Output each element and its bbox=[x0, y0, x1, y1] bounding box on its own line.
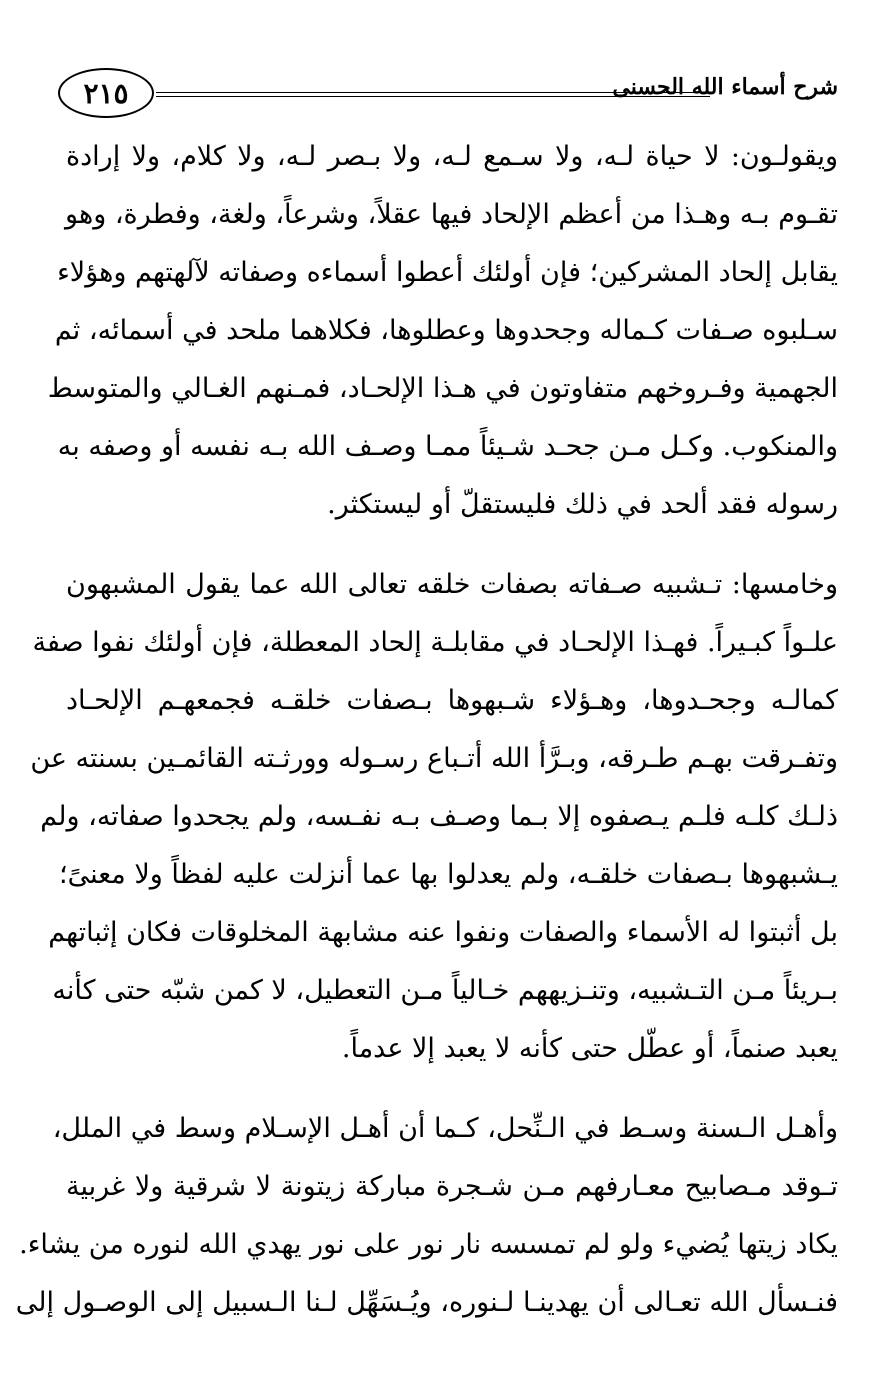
paragraph-gap bbox=[66, 1078, 838, 1100]
text-line: يعبد صنماً، أو عطّل حتى كأنه لا يعبد إلا عدماً. bbox=[341, 1033, 838, 1064]
text-line: يكاد زيتها يُضيء ولو لم تمسسه نار نور على نور يهدي الله لنوره من يشاء. bbox=[19, 1229, 838, 1260]
paragraph-1 bbox=[47, 128, 838, 534]
text-line: تقـوم بـه وهـذا من أعظم الإلحاد فيها عقلاً، وشرعاً، ولغة، وفطرة، وهو bbox=[65, 199, 838, 230]
text-line: علـواً كبـيراً. فهـذا الإلحـاد في مقابلـة إلحاد المعطلة، فإن أولئك نفوا صفة bbox=[32, 627, 838, 658]
running-title: شرح أسماء الله الحسنى bbox=[612, 74, 838, 100]
page-number-oval bbox=[58, 68, 154, 118]
text-line: ذلـك كلـه فلـم يـصفوه إلا بـما وصـف بـه نفـسه، ولم يجحدوا صفاته، ولم bbox=[40, 801, 838, 832]
text-line: كمالـه وجحـدوها، وهـؤلاء شـبهوها بـصفات خلقـه فجمعهـم الإلحـاد bbox=[66, 685, 838, 716]
text-line: وتفـرقت بهـم طـرقه، وبـرَّأ الله أتـباع رسـوله وورثـته القائمـين بسنته عن bbox=[30, 743, 838, 774]
body-text bbox=[15, 128, 838, 1332]
text-line: بل أثبتوا له الأسماء والصفات ونفوا عنه مشابهة المخلوقات فكان إثباتهم bbox=[48, 917, 838, 948]
text-line: فنـسأل الله تعـالى أن يهدينـا لـنوره، ويُـسَهِّل لـنا الـسبيل إلى الوصـول إلى bbox=[15, 1287, 838, 1318]
text-line: سـلبوه صـفات كـماله وجحدوها وعطلوها، فكلاهما ملحد في أسمائه، ثم bbox=[54, 315, 838, 346]
paragraph-gap bbox=[66, 534, 838, 556]
text-line: رسوله فقد ألحد في ذلك فليستقلّ أو ليستكثر. bbox=[327, 489, 838, 520]
text-line: الجهمية وفـروخهم متفاوتون في هـذا الإلحـاد، فمـنهم الغـالي والمتوسط bbox=[47, 373, 838, 404]
paragraph-2 bbox=[30, 556, 838, 1078]
text-line: وأهـل الـسنة وسـط في الـنِّحل، كـما أن أهـل الإسـلام وسط في الملل، bbox=[52, 1113, 838, 1144]
page-header bbox=[58, 68, 838, 128]
paragraph-3 bbox=[15, 1100, 838, 1332]
text-line: تـوقد مـصابيح معـارفهم مـن شـجرة مباركة زيتونة لا شرقية ولا غربية bbox=[66, 1171, 838, 1202]
text-line: وخامسها: تـشبيه صـفاته بصفات خلقه تعالى الله عما يقول المشبهون bbox=[66, 569, 838, 600]
page-number: ٢١٥ bbox=[83, 76, 129, 110]
text-line: يقابل إلحاد المشركين؛ فإن أولئك أعطوا أسماءه وصفاته لآلهتهم وهؤلاء bbox=[57, 257, 838, 288]
text-line: يـشبهوها بـصفات خلقـه، ولم يعدلوا بها عما أنزلت عليه لفظاً ولا معنىً؛ bbox=[59, 859, 838, 890]
text-line: ويقولـون: لا حياة لـه، ولا سـمع لـه، ولا بـصر لـه، ولا كلام، ولا إرادة bbox=[66, 141, 838, 172]
text-line: بـريئاً مـن التـشبيه، وتنـزيههم خـالياً مـن التعطيل، لا كمن شبّه حتى كأنه bbox=[52, 975, 838, 1006]
text-line: والمنكوب. وكـل مـن جحـد شـيئاً ممـا وصـف الله بـه نفسه أو وصفه به bbox=[57, 431, 838, 462]
